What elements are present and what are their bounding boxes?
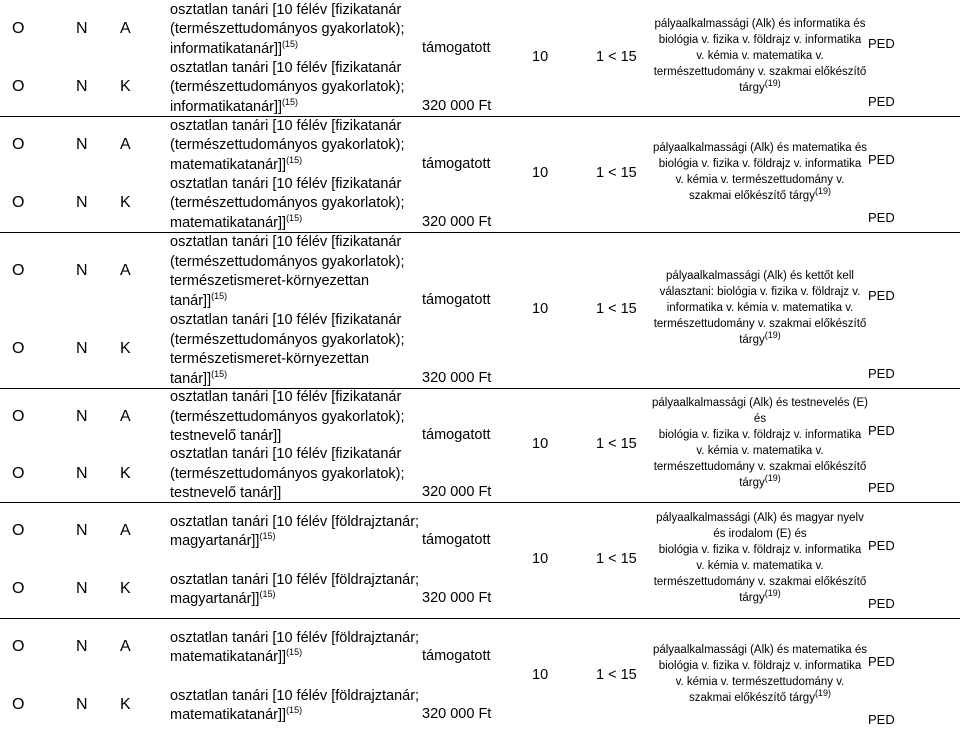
admission-requirement-line [648,64,872,80]
row-separator [0,618,960,619]
admission-requirement-text: tárgy [739,334,765,346]
footnote-ref: (19) [764,473,781,484]
program-name-line [170,20,405,40]
program-name-text: informatikatanár]] [170,40,283,57]
admission-requirement-line [648,395,872,411]
code-c: K [120,464,131,482]
admission-requirement-line [648,332,872,348]
admission-requirement-line [648,526,872,542]
admission-requirement-text: v. kémia v. természettudomány v. [675,676,845,688]
program-name-text: osztatlan tanári [10 félév [fizikatanár [170,446,402,463]
code-c: A [120,136,131,153]
admission-requirement-line [648,443,872,459]
program-name-line [170,292,227,312]
footnote-ref: (15) [282,96,299,107]
code-a: O [12,78,25,95]
program-name-text: természetismeret-környezettan [170,351,370,367]
program-name-line [170,350,369,370]
program-name-line [170,59,401,79]
code-a: O [12,340,25,357]
program-name-text: matematikatanár]] [170,156,287,173]
footnote-ref: (15) [211,290,228,301]
admission-requirement-text: pályaalkalmassági (Alk) és matematika és [652,142,868,154]
program-name-line [170,214,302,234]
admission-requirement-line [648,459,872,475]
ped-label: PED [868,94,895,109]
program-name-line [170,175,401,195]
code-b: N [76,407,88,425]
admission-requirement-text: választani: biológia v. fizika v. földrajz v. [659,286,861,298]
admission-requirement-text: v. kémia v. matematika v. [696,560,824,572]
program-name-line [170,370,227,390]
row-separator [0,116,960,117]
program-name-text: (természettudományos gyakorlatok); [170,137,405,154]
code-c: K [120,78,131,95]
admission-requirement-text: pályaalkalmassági (Alk) és matematika és [652,644,868,656]
code-b: N [76,464,88,482]
ped-label: PED [868,288,895,303]
admission-requirement-line [648,427,872,443]
admission-requirement-line [648,188,872,204]
code-a: O [12,262,25,279]
admission-requirement-text: pályaalkalmassági (Alk) és informatika és [654,18,866,30]
program-name-text: matematikatanár]] [170,707,287,723]
funding-label: támogatott [422,291,491,308]
ped-label: PED [868,423,895,438]
footnote-ref: (19) [764,588,781,599]
quota-range: 1 < 15 [596,49,637,65]
quota-range: 1 < 15 [596,301,637,317]
program-name-line [170,311,401,331]
row-separator [0,502,960,503]
admission-requirement-line [648,411,872,427]
program-name-line [170,706,302,726]
footnote-ref: (15) [286,647,303,658]
program-name-text: (természettudományos gyakorlatok); [170,21,405,38]
code-c: A [120,407,131,425]
admission-requirement-text: biológia v. fizika v. földrajz v. informatika [658,429,862,441]
code-a: O [12,136,25,153]
code-b: N [76,20,88,37]
program-name-text: osztatlan tanári [10 félév [földrajztanár; [170,571,420,588]
program-name-line [170,253,405,273]
admission-requirement-line [648,658,872,674]
funding-label: 320 000 Ft [422,590,492,606]
code-b: N [76,696,88,713]
funding-label: támogatott [422,155,491,172]
admission-requirement-text: tárgy [739,592,765,604]
admission-requirement-text: tárgy [739,82,765,94]
program-name-text: magyartanár]] [170,533,260,549]
code-b: N [76,78,88,95]
admission-requirement-text: szakmai előkészítő tárgy [689,190,815,202]
code-a: O [12,464,25,482]
ped-label: PED [868,596,895,611]
admission-requirement-line [648,300,872,316]
program-name-line [170,532,275,552]
program-name-text: osztatlan tanári [10 félév [fizikatanár [170,117,402,134]
admission-requirement-text: v. kémia v. természettudomány v. [675,174,845,186]
program-name-line [170,445,401,465]
program-name-text: osztatlan tanári [10 félév [fizikatanár [170,389,402,406]
admission-requirement-line [648,558,872,574]
funding-label: 320 000 Ft [422,706,492,722]
program-name-text: (természettudományos gyakorlatok); [170,465,405,482]
program-name-text: osztatlan tanári [10 félév [fizikatanár [170,59,402,76]
code-a: O [12,522,25,539]
code-b: N [76,580,88,597]
program-name-text: informatikatanár]] [170,98,283,115]
ped-label: PED [868,366,895,381]
code-b: N [76,262,88,279]
funding-label: támogatott [422,39,491,56]
code-c: K [120,194,131,211]
admission-requirement-text: v. kémia v. matematika v. [696,445,824,457]
ped-label: PED [868,480,895,495]
funding-label: 320 000 Ft [422,484,492,501]
quota-range: 1 < 15 [596,436,637,452]
quota-min: 10 [532,667,549,683]
admission-requirement-line [648,642,872,658]
admission-requirement-line [648,316,872,332]
program-name-text: testnevelő tanár]] [170,485,282,502]
admission-requirement-text: és [753,413,767,425]
ped-label: PED [868,654,895,669]
ped-label: PED [868,210,895,225]
admission-requirement-line [648,542,872,558]
program-name-text: (természettudományos gyakorlatok); [170,253,405,270]
ped-label: PED [868,152,895,167]
program-name-line [170,117,401,137]
admission-requirement-text: biológia v. fizika v. földrajz v. informatika [658,158,862,170]
admission-requirement-line [648,32,872,48]
admission-requirement-line [648,80,872,96]
footnote-ref: (19) [814,186,831,197]
funding-label: 320 000 Ft [422,97,492,114]
admission-requirement-text: természettudomány v. szakmai előkészítő [653,576,867,588]
program-name-line [170,78,405,98]
admission-requirement-text: pályaalkalmassági (Alk) és testnevelés (E) [651,397,869,409]
code-b: N [76,638,88,655]
program-name-text: tanár]] [170,292,212,309]
program-name-text: tanár]] [170,370,212,387]
quota-min: 10 [532,301,549,317]
quota-range: 1 < 15 [596,165,637,181]
admission-requirement-line [648,674,872,690]
code-a: O [12,194,25,211]
ped-label: PED [868,538,895,553]
admission-requirement-line [648,156,872,172]
funding-label: 320 000 Ft [422,213,492,230]
admission-requirement-line [648,510,872,526]
code-c: A [120,522,131,539]
program-name-line [170,388,401,408]
admission-requirement-line [648,16,872,32]
admission-requirement-line [648,268,872,284]
program-name-line [170,156,302,176]
code-c: K [120,696,131,713]
admission-requirement-text: biológia v. fizika v. földrajz v. informatika [658,34,862,46]
quota-min: 10 [532,551,549,567]
admission-requirement-text: és irodalom (E) és [713,528,807,540]
program-name-text: osztatlan tanári [10 félév [földrajztanár; [170,513,420,530]
program-name-text: testnevelő tanár]] [170,428,282,445]
admission-requirement-text: biológia v. fizika v. földrajz v. informatika [658,660,862,672]
funding-label: támogatott [422,648,491,664]
admission-requirement-line [648,172,872,188]
admission-requirement-text: informatika v. kémia v. matematika v. [666,302,854,314]
funding-label: 320 000 Ft [422,369,492,386]
program-name-line [170,427,281,447]
program-name-line [170,98,298,118]
program-name-line [170,272,369,292]
admission-requirement-text: v. kémia v. matematika v. [696,50,824,62]
program-name-text: természetismeret-környezettan [170,273,370,289]
code-c: A [120,20,131,37]
admission-requirement-text: biológia v. fizika v. földrajz v. informatika [658,544,862,556]
code-a: O [12,696,25,713]
program-name-text: osztatlan tanári [10 félév [fizikatanár [170,175,402,192]
program-name-line [170,194,405,214]
program-name-line [170,629,419,649]
quota-range: 1 < 15 [596,551,637,567]
code-a: O [12,580,25,597]
program-name-line [170,571,419,591]
footnote-ref: (19) [814,688,831,699]
program-name-line [170,408,405,428]
ped-label: PED [868,712,895,727]
footnote-ref: (15) [286,705,303,716]
program-name-line [170,40,298,60]
program-name-line [170,1,401,21]
program-name-text: (természettudományos gyakorlatok); [170,195,405,212]
row-separator [0,232,960,233]
admission-requirement-text: természettudomány v. szakmai előkészítő [653,318,867,330]
admission-requirement-text: pályaalkalmassági (Alk) és kettőt kell [666,270,854,282]
footnote-ref: (15) [259,589,276,600]
program-name-line [170,687,419,707]
program-name-text: osztatlan tanári [10 félév [fizikatanár [170,234,402,250]
admission-requirement-line [648,140,872,156]
footnote-ref: (19) [764,330,781,341]
footnote-ref: (15) [286,154,303,165]
program-name-line [170,513,419,533]
funding-label: támogatott [422,427,491,444]
code-b: N [76,340,88,357]
code-a: O [12,407,25,425]
program-name-text: osztatlan tanári [10 félév [földrajztanár; [170,687,420,704]
program-name-line [170,465,405,485]
admission-requirement-line [648,590,872,606]
admission-requirement-text: pályaalkalmassági (Alk) és magyar nyelv [656,512,864,524]
code-c: K [120,340,131,357]
program-name-text: matematikatanár]] [170,649,287,665]
footnote-ref: (19) [764,78,781,89]
code-b: N [76,136,88,153]
program-name-text: matematikatanár]] [170,214,287,231]
code-c: A [120,262,131,279]
quota-min: 10 [532,49,549,65]
admission-requirement-text: természettudomány v. szakmai előkészítő [653,66,867,78]
program-name-text: osztatlan tanári [10 félév [földrajztanár; [170,629,420,646]
code-a: O [12,20,25,37]
footnote-ref: (15) [282,38,299,49]
code-c: A [120,638,131,655]
program-name-text: (természettudományos gyakorlatok); [170,331,405,348]
admission-requirement-text: természettudomány v. szakmai előkészítő [653,461,867,473]
footnote-ref: (15) [286,212,303,223]
code-b: N [76,522,88,539]
ped-label: PED [868,36,895,51]
admission-requirement-line [648,574,872,590]
footnote-ref: (15) [259,531,276,542]
program-name-line [170,233,401,253]
program-name-line [170,331,405,351]
admission-requirement-text: szakmai előkészítő tárgy [689,692,815,704]
admission-requirement-line [648,475,872,491]
program-name-text: (természettudományos gyakorlatok); [170,408,405,425]
program-name-text: osztatlan tanári [10 félév [fizikatanár [170,312,402,328]
code-c: K [120,580,131,597]
program-name-line [170,484,281,504]
admission-requirement-line [648,690,872,706]
quota-min: 10 [532,165,549,181]
admission-requirement-line [648,48,872,64]
funding-label: támogatott [422,532,491,548]
code-b: N [76,194,88,211]
row-separator [0,388,960,389]
admission-requirement-text: tárgy [739,477,765,489]
program-name-line [170,590,275,610]
program-name-line [170,136,405,156]
quota-min: 10 [532,436,549,452]
program-name-text: (természettudományos gyakorlatok); [170,79,405,96]
program-name-line [170,648,302,668]
quota-range: 1 < 15 [596,667,637,683]
admission-requirement-line [648,284,872,300]
code-a: O [12,638,25,655]
footnote-ref: (15) [211,368,228,379]
program-name-text: osztatlan tanári [10 félév [fizikatanár [170,1,402,18]
program-name-text: magyartanár]] [170,591,260,607]
